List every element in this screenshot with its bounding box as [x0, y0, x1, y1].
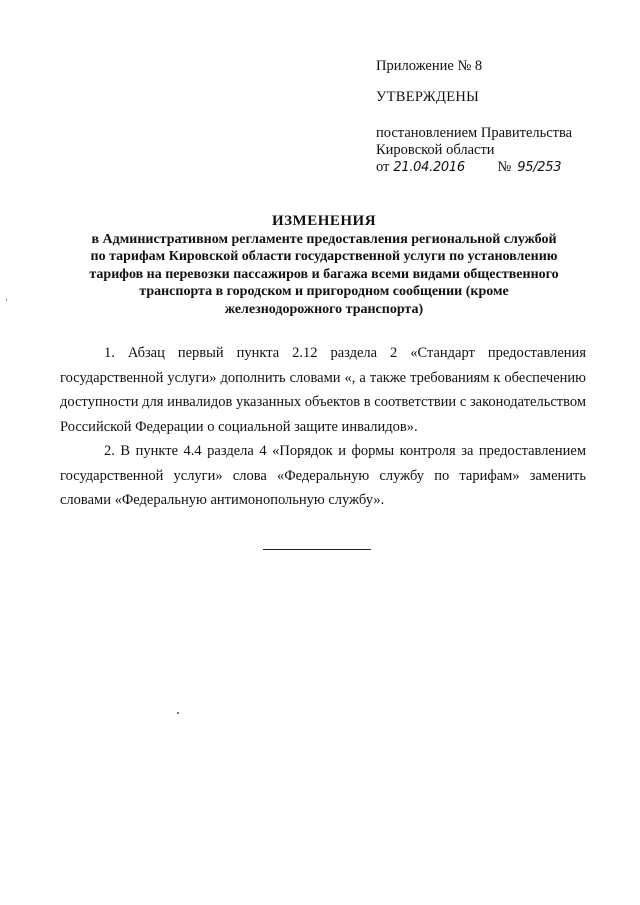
appendix-label: Приложение № 8: [376, 58, 483, 74]
title-line: транспорта в городском и пригородном сообщении (кроме: [139, 284, 509, 299]
paragraph: 1. Абзац первый пункта 2.12 раздела 2 «Стандарт предоставления государственной услуги» дополнить словами «, а также требованиям к обеспечению доступности для инвалидов указанных объектов в соответствии с законодательством Российской Федерации о социальной защите инвалидов».: [60, 345, 586, 435]
decree-line-1: постановлением Правительства: [376, 125, 573, 141]
decree-number: 95/253: [517, 160, 562, 175]
title-line: железнодорожного транспорта): [224, 301, 424, 317]
end-separator-line: [263, 549, 371, 550]
decree-line-2: Кировской области: [376, 142, 495, 158]
document-body: [60, 341, 586, 513]
scan-speck: [6, 298, 7, 301]
approval-block: [376, 58, 606, 176]
document-title: [54, 213, 594, 318]
paragraph: 2. В пункте 4.4 раздела 4 «Порядок и формы контроля за предоставлением государственной услуги» слова «Федеральную службу по тарифам» заменить словами «Федеральную антимонопольную службу».: [60, 443, 586, 508]
decree-date-line: [376, 159, 606, 176]
title-line: по тарифам Кировской области государственной услуги по установлению: [90, 249, 558, 264]
approved-heading: УТВЕРЖДЕНЫ: [376, 89, 480, 105]
date-prefix: от: [376, 159, 390, 175]
decree-date: 21.04.2016: [393, 160, 465, 175]
title-line: в Административном регламенте предоставления региональной службой: [91, 231, 557, 247]
number-sign: №: [497, 159, 512, 175]
scan-speck: [177, 712, 179, 714]
title-main: ИЗМЕНЕНИЯ: [271, 213, 377, 229]
title-line: тарифов на перевозки пассажиров и багажа всеми видами общественного: [89, 266, 559, 282]
